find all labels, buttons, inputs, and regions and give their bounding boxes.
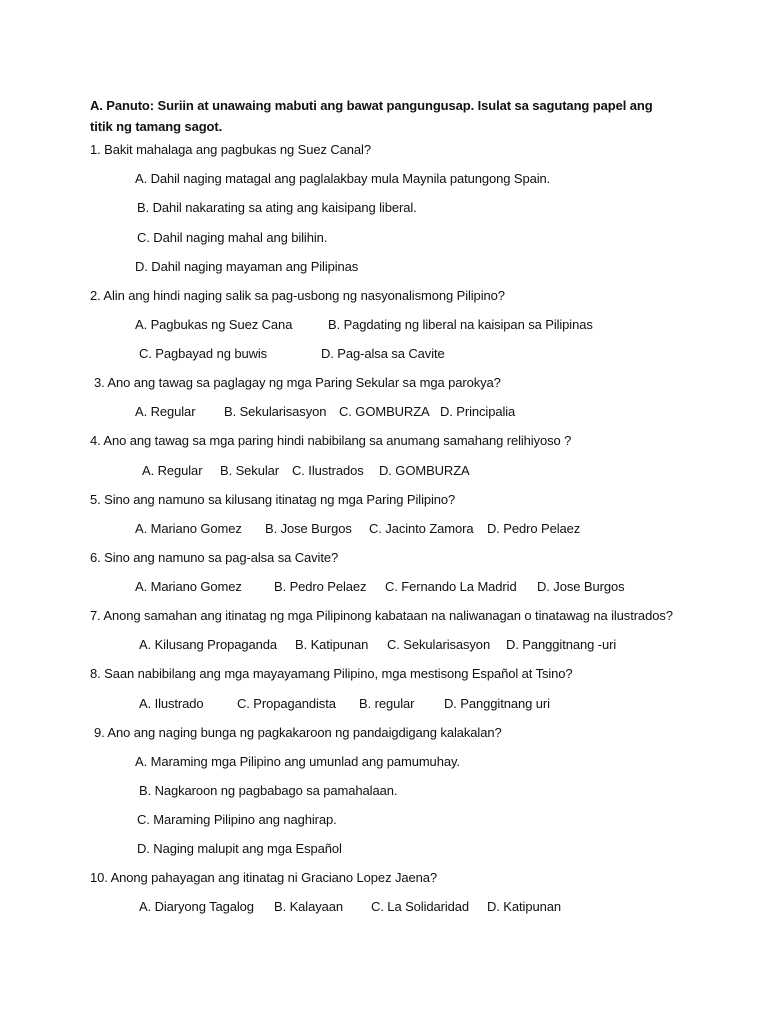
question-2: 2. Alin ang hindi naging salik sa pag-usbong ng nasyonalismong Pilipino? [90,288,505,303]
question-8: 8. Saan nabibilang ang mga mayayamang Pilipino, mga mestisong Español at Tsino? [90,666,573,681]
question-3: 3. Ano ang tawag sa paglagay ng mga Paring Sekular sa mga parokya? [94,375,501,390]
instructions: A. Panuto: Suriin at unawaing mabuti ang bawat pangungusap. Isulat sa sagutang papel ang titik ng tamang sagot. [90,98,653,134]
q6-option-c: C. Fernando La Madrid [385,579,517,594]
q1-option-b: B. Dahil nakarating sa ating ang kaisipang liberal. [137,200,417,215]
q3-option-b: B. Sekularisasyon [224,404,327,419]
q7-option-c: C. Sekularisasyon [387,637,491,652]
q7-option-a: A. Kilusang Propaganda [139,637,278,652]
q8-option-b: B. regular [359,696,415,711]
q4-option-a: A. Regular [142,463,203,478]
q5-option-c: C. Jacinto Zamora [369,521,474,536]
q6-option-a: A. Mariano Gomez [135,579,242,594]
q6-option-d: D. Jose Burgos [537,579,625,594]
q7-option-d: D. Panggitnang -uri [506,637,617,652]
q1-option-a: A. Dahil naging matagal ang paglalakbay mula Maynila patungong Spain. [135,171,551,186]
q2-option-c: C. Pagbayad ng buwis [139,346,268,361]
question-10: 10. Anong pahayagan ang itinatag ni Graciano Lopez Jaena? [90,870,438,885]
q5-option-a: A. Mariano Gomez [135,521,242,536]
question-9: 9. Ano ang naging bunga ng pagkakaroon ng pandaigdigang kalakalan? [94,725,502,740]
q2-option-a: A. Pagbukas ng Suez Cana [135,317,293,332]
q8-option-a: A. Ilustrado [139,696,204,711]
q5-option-b: B. Jose Burgos [265,521,352,536]
q4-option-b: B. Sekular [220,463,279,478]
question-6: 6. Sino ang namuno sa pag-alsa sa Cavite? [90,550,339,565]
q1-option-c: C. Dahil naging mahal ang bilihin. [137,230,328,245]
q3-option-d: D. Principalia [440,404,516,419]
q3-option-c: C. GOMBURZA [339,404,430,419]
q4-option-c: C. Ilustrados [292,463,364,478]
question-1: 1. Bakit mahalaga ang pagbukas ng Suez Canal? [90,142,371,157]
q4-option-d: D. GOMBURZA [379,463,470,478]
q9-option-b: B. Nagkaroon ng pagbabago sa pamahalaan. [139,783,398,798]
q9-option-d: D. Naging malupit ang mga Español [137,841,342,856]
q6-option-b: B. Pedro Pelaez [274,579,367,594]
question-4: 4. Ano ang tawag sa mga paring hindi nabibilang sa anumang samahang relihiyoso ? [90,433,572,448]
q8-option-c: C. Propagandista [237,696,336,711]
q1-option-d: D. Dahil naging mayaman ang Pilipinas [135,259,359,274]
question-5: 5. Sino ang namuno sa kilusang itinatag ng mga Paring Pilipino? [90,492,456,507]
q2-option-d: D. Pag-alsa sa Cavite [321,346,445,361]
q9-option-c: C. Maraming Pilipino ang naghirap. [137,812,337,827]
q10-option-c: C. La Solidaridad [371,899,470,914]
q2-option-b: B. Pagdating ng liberal na kaisipan sa Pilipinas [328,317,593,332]
question-7: 7. Anong samahan ang itinatag ng mga Pilipinong kabataan na naliwanagan o tinatawag na ilustrados? [90,608,673,623]
q8-option-d: D. Panggitnang uri [444,696,550,711]
q3-option-a: A. Regular [135,404,196,419]
q7-option-b: B. Katipunan [295,637,369,652]
q10-option-a: A. Diaryong Tagalog [139,899,254,914]
q5-option-d: D. Pedro Pelaez [487,521,581,536]
q10-option-b: B. Kalayaan [274,899,344,914]
q10-option-d: D. Katipunan [487,899,561,914]
q9-option-a: A. Maraming mga Pilipino ang umunlad ang pamumuhay. [135,754,460,769]
